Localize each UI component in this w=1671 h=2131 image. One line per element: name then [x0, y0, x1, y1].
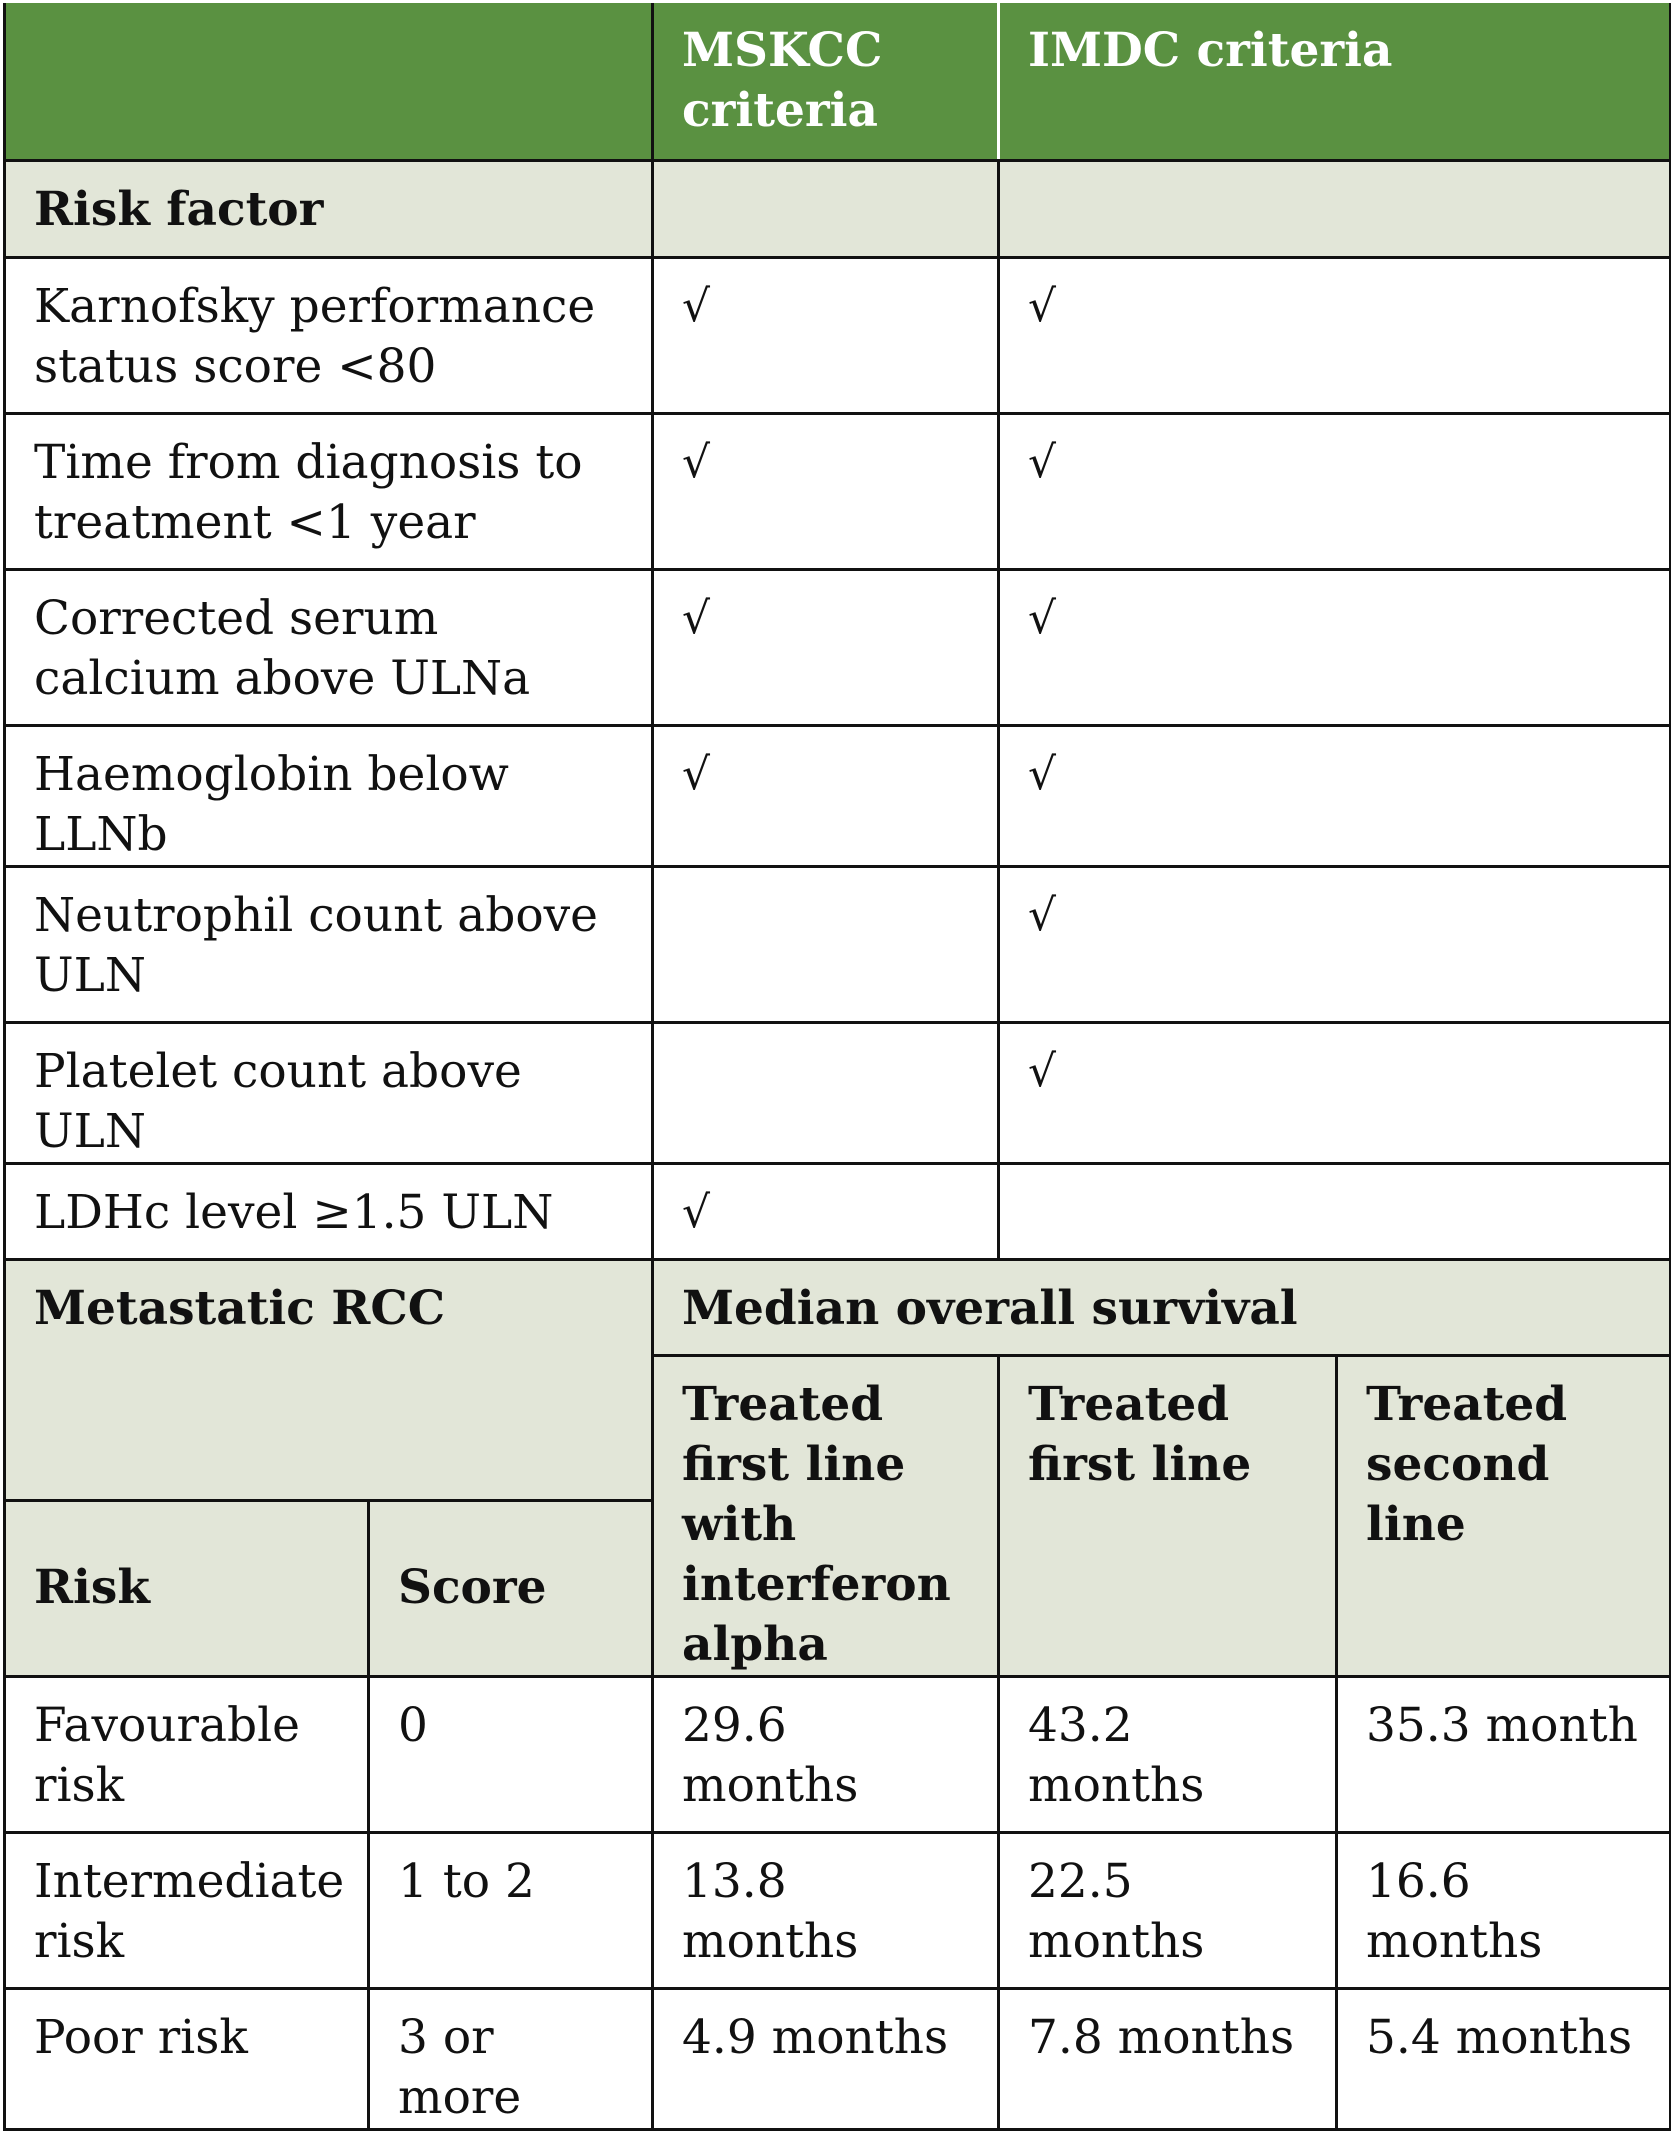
survival-second-line: 5.4 months: [1337, 1988, 1671, 2129]
risk-factor-label: Corrected serum calcium above ULNa: [5, 569, 653, 725]
imdc-check: √: [999, 413, 1671, 569]
survival-row: [5, 1676, 1671, 1832]
col-first-line: Treated first line: [999, 1355, 1337, 1676]
survival-first-line: 7.8 months: [999, 1988, 1337, 2129]
risk-factor-row: [5, 725, 1671, 866]
imdc-check: √: [999, 866, 1671, 1022]
survival-first-line-ifn: 13.8 months: [653, 1832, 999, 1988]
mskcc-check: √: [653, 257, 999, 413]
risk-factor-row: [5, 569, 1671, 725]
mskcc-check: √: [653, 725, 999, 866]
risk-score: 0: [369, 1676, 653, 1832]
survival-second-line: 16.6 months: [1337, 1832, 1671, 1988]
mskcc-check: [653, 866, 999, 1022]
mskcc-check: √: [653, 413, 999, 569]
mskcc-check: √: [653, 569, 999, 725]
risk-factor-heading-imdc: [999, 160, 1671, 257]
survival-row: [5, 1832, 1671, 1988]
imdc-check: √: [999, 1022, 1671, 1163]
risk-factor-row: [5, 1163, 1671, 1259]
risk-category: Poor risk: [5, 1988, 369, 2129]
risk-factor-label: Neutrophil count above ULN: [5, 866, 653, 1022]
risk-factor-label: LDHc level ≥1.5 ULN: [5, 1163, 653, 1259]
risk-score: 1 to 2: [369, 1832, 653, 1988]
mskcc-check: [653, 1022, 999, 1163]
risk-factor-row: [5, 413, 1671, 569]
risk-category: Intermediate risk: [5, 1832, 369, 1988]
risk-col-heading: Risk: [5, 1501, 369, 1676]
col-first-line-ifn: Treated first line with interferon alpha: [653, 1355, 999, 1676]
mskcc-check: √: [653, 1163, 999, 1259]
imdc-check: √: [999, 257, 1671, 413]
imdc-check: [999, 1163, 1671, 1259]
risk-category: Favourable risk: [5, 1676, 369, 1832]
header-blank-cell: [5, 3, 653, 160]
risk-factor-row: [5, 866, 1671, 1022]
risk-factor-row: [5, 257, 1671, 413]
survival-second-line: 35.3 month: [1337, 1676, 1671, 1832]
survival-first-line: 43.2 months: [999, 1676, 1337, 1832]
risk-factor-row: [5, 1022, 1671, 1163]
survival-first-line: 22.5 months: [999, 1832, 1337, 1988]
risk-factor-label: Haemoglobin below LLNb: [5, 725, 653, 866]
header-imdc: IMDC criteria: [999, 3, 1671, 160]
header-row: [5, 3, 1671, 160]
imdc-check: √: [999, 725, 1671, 866]
risk-factor-heading: Risk factor: [5, 160, 653, 257]
risk-factor-label: Time from diagnosis to treatment <1 year: [5, 413, 653, 569]
header-mskcc: MSKCC criteria: [653, 3, 999, 160]
imdc-check: √: [999, 569, 1671, 725]
survival-heading-row: [5, 1259, 1671, 1355]
risk-criteria-table: [3, 3, 1671, 2131]
col-second-line: Treated second line: [1337, 1355, 1671, 1676]
median-survival-heading: Median overall survival: [653, 1259, 1671, 1355]
risk-factor-label: Karnofsky performance status score <80: [5, 257, 653, 413]
risk-factor-label: Platelet count above ULN: [5, 1022, 653, 1163]
risk-factor-heading-mskcc: [653, 160, 999, 257]
survival-row: [5, 1988, 1671, 2129]
score-col-heading: Score: [369, 1501, 653, 1676]
risk-score: 3 or more: [369, 1988, 653, 2129]
metastatic-rcc-heading: Metastatic RCC: [5, 1259, 653, 1501]
survival-first-line-ifn: 4.9 months: [653, 1988, 999, 2129]
risk-factor-heading-row: [5, 160, 1671, 257]
survival-first-line-ifn: 29.6 months: [653, 1676, 999, 1832]
